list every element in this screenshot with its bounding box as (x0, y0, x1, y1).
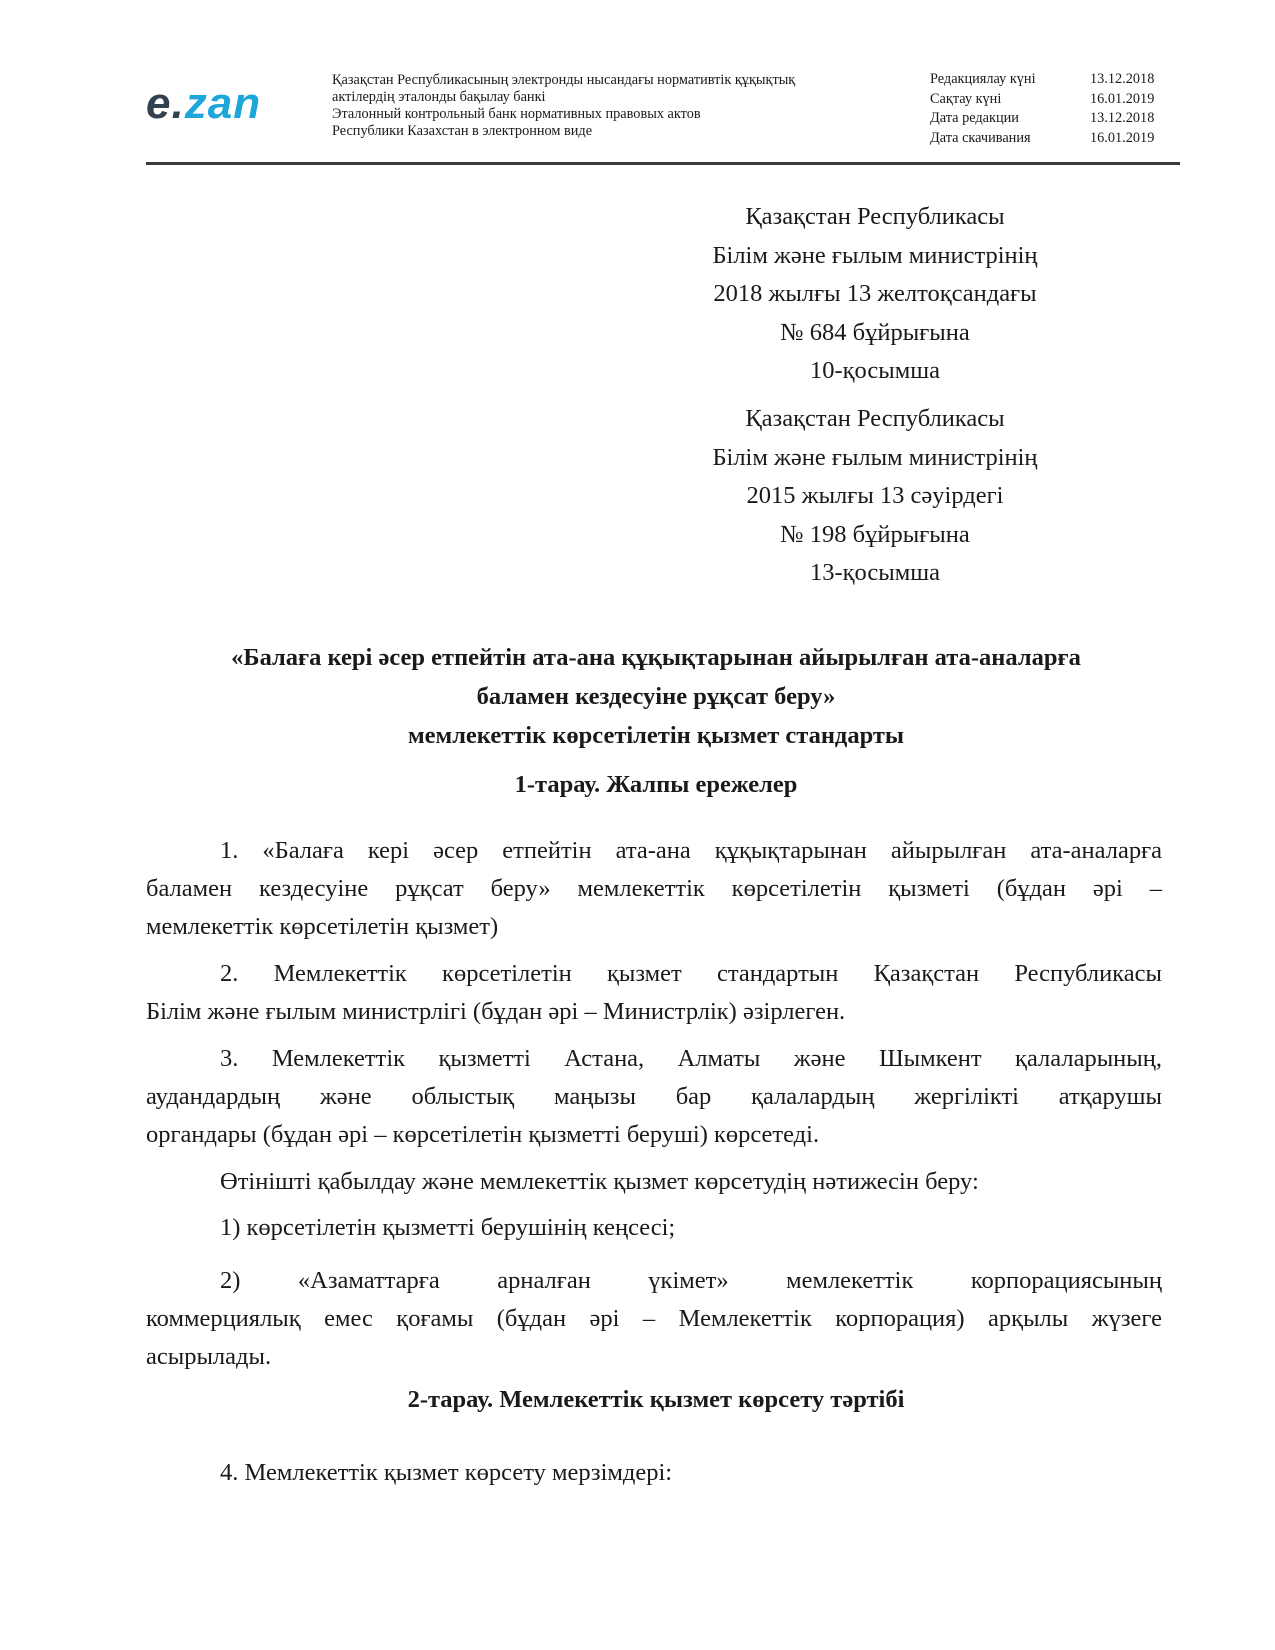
header-description (332, 72, 872, 140)
header-description-line: Эталонный контрольный банк нормативных правовых актов (332, 106, 701, 122)
header-divider (146, 162, 1180, 165)
header-description-line: актілердің эталонды бақылау банкі (332, 89, 546, 105)
chapter-1-heading: 1-тарау. Жалпы ережелер (514, 771, 798, 798)
meta-label: Сақтау күні (930, 90, 1002, 107)
paragraph-line: 1. «Балаға кері әсер етпейтін ата-ана құқықтарынан айырылған ата-аналарға (220, 837, 1162, 864)
paragraph-line: Білім және ғылым министрлігі (бұдан әрі – Министрлік) әзірлеген. (146, 998, 846, 1025)
meta-row-edit-date-ru (930, 109, 1180, 129)
meta-row-edit-date-kz (930, 70, 1180, 90)
document-header (146, 68, 1180, 158)
stamp-line: Білім және ғылым министрінің (712, 241, 1038, 269)
paragraph-2 (146, 955, 1162, 1031)
stamp-line: Білім және ғылым министрінің (712, 443, 1038, 471)
meta-row-save-date-kz (930, 90, 1180, 110)
meta-value: 13.12.2018 (1090, 110, 1155, 126)
paragraph-line: коммерциялық емес қоғамы (бұдан әрі – Мемлекеттік корпорация) арқылы жүзеге (146, 1305, 1162, 1332)
document-title (140, 638, 1172, 755)
paragraph-1 (146, 832, 1162, 946)
paragraph-line: 2) «Азаматтарға арналған үкімет» мемлекеттік корпорациясының (220, 1267, 1162, 1294)
paragraph-line: аудандардың және облыстық маңызы бар қалалардың жергілікті атқарушы (146, 1083, 1162, 1110)
paragraph-7 (146, 1454, 1162, 1492)
appendix-stamp-2015 (640, 400, 1110, 593)
paragraph-line: мемлекеттік көрсетілетін қызмет) (146, 913, 499, 940)
title-line: «Балаға кері әсер етпейтін ата-ана құқықтарынан айырылған ата-аналарға (231, 644, 1081, 671)
meta-value: 13.12.2018 (1090, 71, 1155, 87)
stamp-line: № 684 бұйрығына (780, 318, 970, 346)
paragraph-line: органдары (бұдан әрі – көрсетілетін қызметті беруші) көрсетеді. (146, 1121, 820, 1148)
paragraph-3 (146, 1040, 1162, 1154)
meta-value: 16.01.2019 (1090, 90, 1155, 107)
meta-label: Дата скачивания (930, 129, 1031, 146)
meta-label: Дата редакции (930, 110, 1019, 126)
meta-value: 16.01.2019 (1090, 129, 1155, 146)
ezan-logo: e.zan (146, 79, 262, 128)
title-line: баламен кездесуіне рұқсат беру» (476, 683, 836, 710)
paragraph-line: баламен кездесуіне рұқсат беру» мемлекеттік көрсетілетін қызметі (бұдан әрі – (146, 875, 1162, 902)
paragraph-line: 3. Мемлекеттік қызметті Астана, Алматы және Шымкент қалаларының, (220, 1045, 1162, 1072)
stamp-line: № 198 бұйрығына (780, 520, 970, 548)
stamp-line: Қазақстан Республикасы (745, 405, 1005, 432)
paragraph-line: асырылады. (146, 1343, 272, 1370)
stamp-line: 13-қосымша (809, 559, 940, 586)
appendix-stamp-2018 (640, 198, 1110, 391)
paragraph-line: 1) көрсетілетін қызметті берушінің кеңсесі; (220, 1214, 676, 1241)
header-description-line: Қазақстан Республикасының электронды нысандағы нормативтік құқықтық (332, 72, 796, 88)
stamp-line: 2018 жылғы 13 желтоқсандағы (713, 280, 1037, 307)
header-description-line: Республики Казахстан в электронном виде (332, 123, 593, 139)
paragraph-line: 2. Мемлекеттік көрсетілетін қызмет стандартын Қазақстан Республикасы (220, 960, 1162, 987)
title-line: мемлекеттік көрсетілетін қызмет стандарты (407, 722, 905, 749)
stamp-line: 2015 жылғы 13 сәуірдегі (746, 482, 1004, 509)
stamp-line: 10-қосымша (809, 357, 940, 384)
paragraph-line: 4. Мемлекеттік қызмет көрсету мерзімдері: (220, 1459, 673, 1486)
paragraph-line: Өтінішті қабылдау және мемлекеттік қызмет көрсетудің нәтижесін беру: (220, 1168, 979, 1195)
chapter-2-heading: 2-тарау. Мемлекеттік қызмет көрсету тәртібі (407, 1386, 905, 1413)
paragraph-6 (146, 1262, 1162, 1376)
meta-label: Редакциялау күні (930, 71, 1036, 87)
meta-row-download-date-ru (930, 129, 1180, 149)
paragraph-4 (146, 1163, 1162, 1201)
header-meta (930, 70, 1180, 148)
stamp-line: Қазақстан Республикасы (745, 203, 1005, 230)
paragraph-5 (146, 1209, 1162, 1247)
